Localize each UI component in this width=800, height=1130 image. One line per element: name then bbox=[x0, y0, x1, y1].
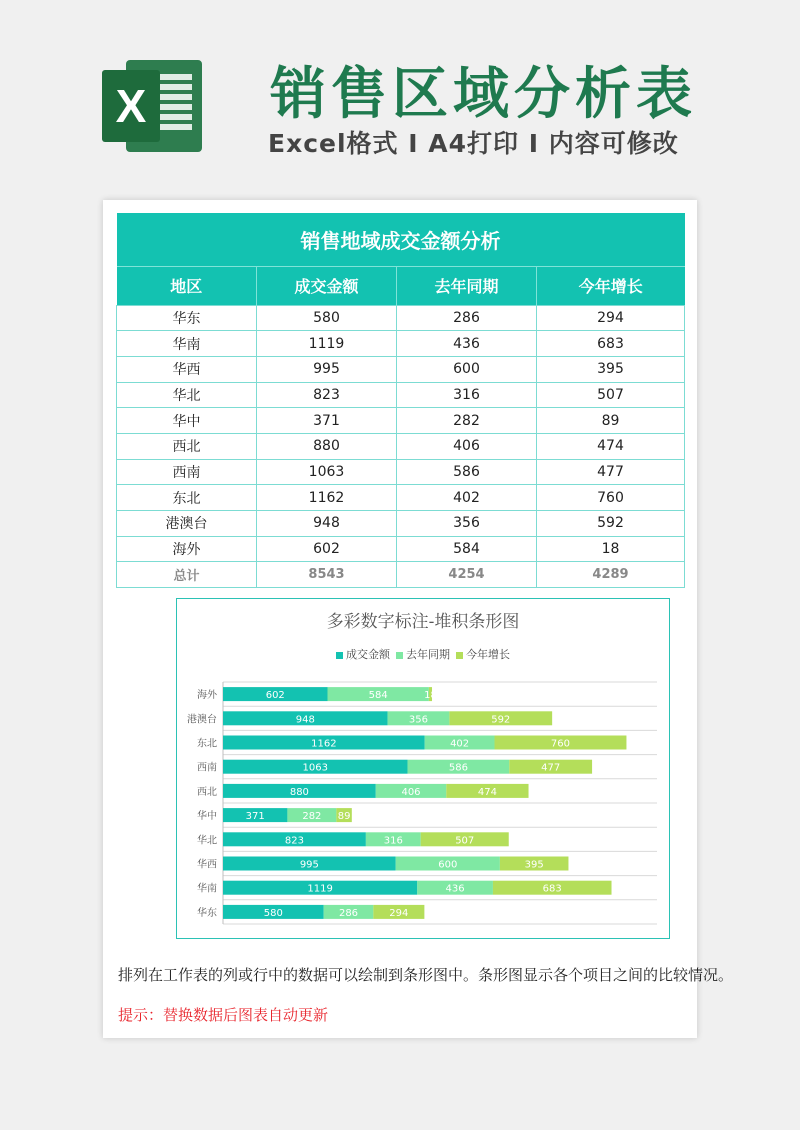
table-row bbox=[117, 382, 685, 408]
value-cell: 477 bbox=[537, 459, 685, 485]
tip-text: 提示：替换数据后图表自动更新 bbox=[118, 1006, 329, 1024]
value-cell: 316 bbox=[397, 382, 537, 408]
data-label: 1063 bbox=[302, 762, 328, 774]
category-label: 华北 bbox=[197, 835, 217, 847]
value-cell: 760 bbox=[537, 485, 685, 511]
legend-label: 今年增长 bbox=[466, 648, 510, 661]
value-cell: 402 bbox=[397, 485, 537, 511]
column-header: 成交金额 bbox=[257, 266, 397, 305]
table-header-row bbox=[117, 266, 685, 305]
data-label: 580 bbox=[263, 907, 283, 919]
chart-title: 多彩数字标注-堆积条形图 bbox=[326, 612, 520, 632]
data-label: 584 bbox=[368, 690, 388, 702]
column-header: 今年增长 bbox=[537, 266, 685, 305]
category-label: 华中 bbox=[197, 811, 217, 823]
chart-plot bbox=[177, 599, 671, 940]
value-cell: 586 bbox=[397, 459, 537, 485]
value-cell: 1063 bbox=[257, 459, 397, 485]
page-subtitle: Excel格式 I A4打印 I 内容可修改 bbox=[268, 129, 679, 158]
data-label: 294 bbox=[389, 907, 409, 919]
data-label: 586 bbox=[448, 762, 468, 774]
total-value: 8543 bbox=[257, 562, 397, 588]
value-cell: 18 bbox=[537, 536, 685, 562]
table-row bbox=[117, 408, 685, 434]
region-cell: 海外 bbox=[117, 536, 257, 562]
data-label: 395 bbox=[524, 859, 544, 871]
total-value: 4254 bbox=[397, 562, 537, 588]
table-row bbox=[117, 485, 685, 511]
data-label: 286 bbox=[338, 907, 359, 919]
category-label: 华西 bbox=[197, 859, 217, 871]
value-cell: 823 bbox=[257, 382, 397, 408]
legend-label: 成交金额 bbox=[346, 648, 390, 661]
data-label: 402 bbox=[450, 738, 470, 750]
category-label: 海外 bbox=[197, 690, 217, 702]
table-body bbox=[117, 305, 685, 588]
excel-logo-letter: X bbox=[102, 70, 160, 142]
value-cell: 356 bbox=[397, 511, 537, 537]
data-label: 760 bbox=[550, 738, 571, 750]
data-label: 316 bbox=[383, 835, 403, 847]
value-cell: 584 bbox=[397, 536, 537, 562]
category-label: 西北 bbox=[197, 786, 217, 798]
data-label: 995 bbox=[299, 859, 319, 871]
value-cell: 282 bbox=[397, 408, 537, 434]
table-row bbox=[117, 433, 685, 459]
region-cell: 华中 bbox=[117, 408, 257, 434]
region-cell: 港澳台 bbox=[117, 511, 257, 537]
data-label: 477 bbox=[541, 762, 561, 774]
value-cell: 294 bbox=[537, 305, 685, 331]
value-cell: 1119 bbox=[257, 331, 397, 357]
data-label: 602 bbox=[265, 690, 285, 702]
value-cell: 602 bbox=[257, 536, 397, 562]
data-label: 406 bbox=[401, 786, 421, 798]
stacked-bar-chart bbox=[176, 598, 670, 939]
column-header: 去年同期 bbox=[397, 266, 537, 305]
value-cell: 1162 bbox=[257, 485, 397, 511]
excel-logo-icon bbox=[102, 60, 202, 152]
header bbox=[0, 0, 800, 195]
region-cell: 华北 bbox=[117, 382, 257, 408]
description-text: 排列在工作表的列或行中的数据可以绘制到条形图中。条形图显示各个项目之间的比较情况。 bbox=[118, 966, 734, 984]
data-label: 89 bbox=[337, 811, 351, 823]
value-cell: 880 bbox=[257, 433, 397, 459]
region-cell: 西南 bbox=[117, 459, 257, 485]
region-cell: 西北 bbox=[117, 433, 257, 459]
page-title: 销售区域分析表 bbox=[270, 62, 697, 127]
region-cell: 华西 bbox=[117, 356, 257, 382]
table-caption: 销售地域成交金额分析 bbox=[117, 213, 685, 266]
category-label: 港澳台 bbox=[187, 714, 217, 726]
category-label: 华东 bbox=[197, 907, 217, 919]
data-label: 371 bbox=[245, 811, 265, 823]
data-label: 507 bbox=[455, 835, 475, 847]
value-cell: 89 bbox=[537, 408, 685, 434]
value-cell: 436 bbox=[397, 331, 537, 357]
category-label: 西南 bbox=[197, 762, 217, 774]
total-value: 4289 bbox=[537, 562, 685, 588]
data-label: 592 bbox=[491, 714, 511, 726]
value-cell: 995 bbox=[257, 356, 397, 382]
document-sheet bbox=[103, 200, 734, 1038]
total-label: 总计 bbox=[117, 562, 257, 588]
data-label: 823 bbox=[284, 835, 304, 847]
table-row bbox=[117, 331, 685, 357]
table-row bbox=[117, 511, 685, 537]
value-cell: 474 bbox=[537, 433, 685, 459]
data-label: 436 bbox=[445, 883, 465, 895]
table-row bbox=[117, 356, 685, 382]
value-cell: 683 bbox=[537, 331, 685, 357]
table-row bbox=[117, 536, 685, 562]
table-total-row bbox=[117, 562, 685, 588]
value-cell: 600 bbox=[397, 356, 537, 382]
sales-table bbox=[116, 213, 685, 588]
data-label: 683 bbox=[542, 883, 562, 895]
value-cell: 406 bbox=[397, 433, 537, 459]
region-cell: 华南 bbox=[117, 331, 257, 357]
region-cell: 华东 bbox=[117, 305, 257, 331]
value-cell: 948 bbox=[257, 511, 397, 537]
value-cell: 371 bbox=[257, 408, 397, 434]
value-cell: 395 bbox=[537, 356, 685, 382]
data-label: 600 bbox=[438, 859, 458, 871]
data-label: 474 bbox=[477, 786, 497, 798]
category-label: 东北 bbox=[197, 738, 217, 750]
data-label: 282 bbox=[302, 811, 322, 823]
data-label: 948 bbox=[295, 714, 315, 726]
column-header: 地区 bbox=[117, 266, 257, 305]
data-label: 880 bbox=[289, 786, 309, 798]
table-row bbox=[117, 305, 685, 331]
table-row bbox=[117, 459, 685, 485]
value-cell: 580 bbox=[257, 305, 397, 331]
data-label: 356 bbox=[408, 714, 429, 726]
category-label: 华南 bbox=[197, 883, 217, 895]
value-cell: 507 bbox=[537, 382, 685, 408]
region-cell: 东北 bbox=[117, 485, 257, 511]
value-cell: 592 bbox=[537, 511, 685, 537]
data-label: 18 bbox=[424, 690, 437, 702]
value-cell: 286 bbox=[397, 305, 537, 331]
data-label: 1162 bbox=[311, 738, 337, 750]
data-label: 1119 bbox=[307, 883, 333, 895]
legend-label: 去年同期 bbox=[406, 648, 450, 661]
